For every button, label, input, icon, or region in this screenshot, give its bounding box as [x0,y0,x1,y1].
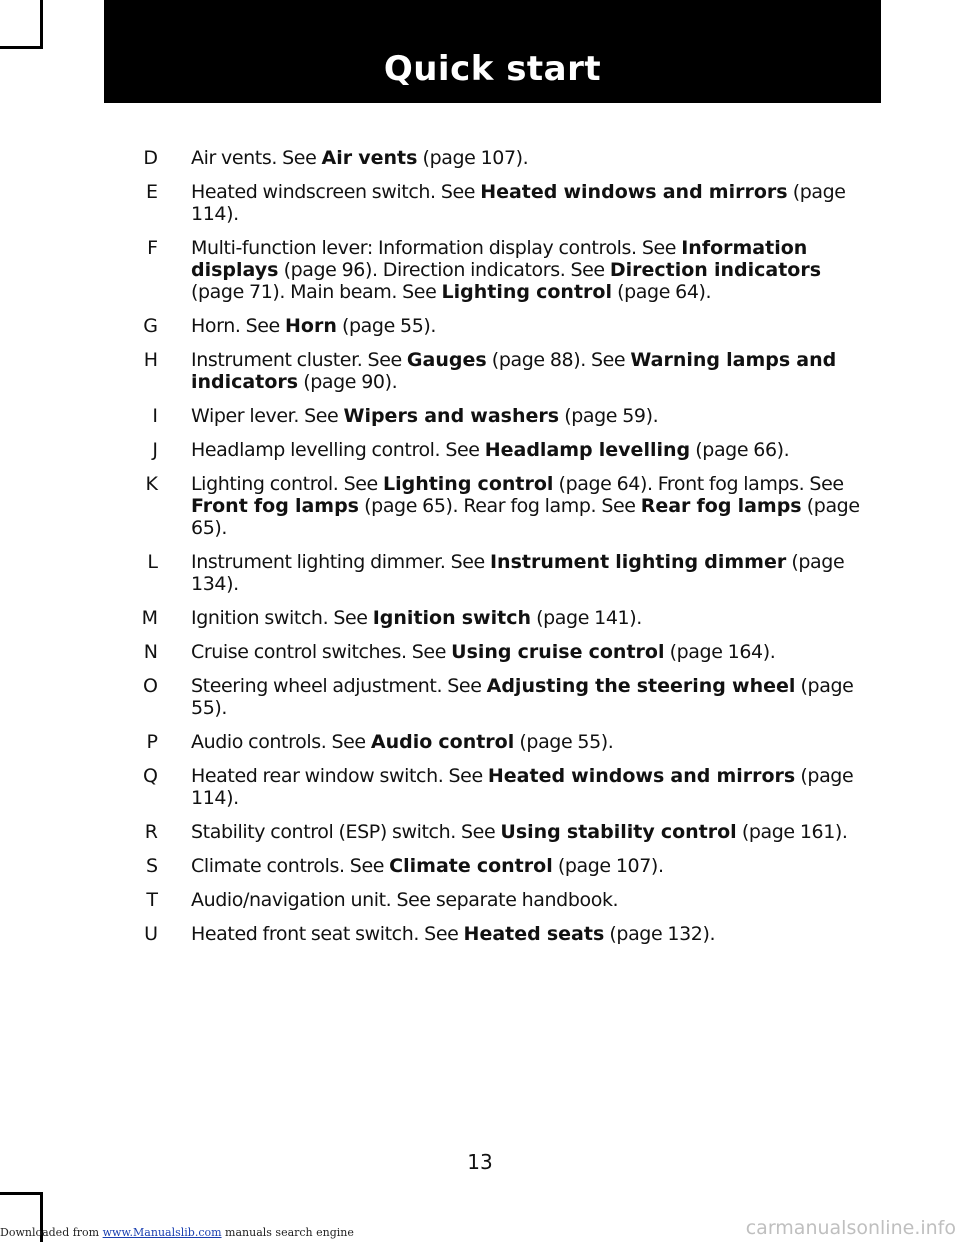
legend-description [191,147,875,169]
description-text: (page 65). [191,495,860,539]
description-text: Lighting control. See [191,473,383,495]
cross-reference: Direction indicators [609,259,822,281]
description-text: (page 107). [552,855,664,877]
description-text: (page 64). [611,281,712,303]
legend-description [191,607,875,629]
legend-entry [130,731,875,753]
legend-entry [130,551,875,595]
legend-description [191,349,875,393]
legend-entry [130,181,875,225]
legend-letter: R [144,821,158,843]
legend-letter: G [143,315,158,337]
description-text: Horn. See [191,315,285,337]
cross-reference: Rear fog lamps [640,495,802,517]
legend-entry [130,405,875,427]
legend-entry [130,675,875,719]
legend-entry [130,855,875,877]
legend-description [191,181,875,225]
legend-entry [130,765,875,809]
legend-letter: J [152,439,158,461]
description-text: (page 134). [191,551,845,595]
page-number: 13 [467,1150,493,1174]
description-text: (page 55). [191,675,854,719]
legend-description [191,889,875,911]
description-text: (page 66). [690,439,790,461]
legend-letter: N [143,641,158,663]
description-text: Cruise control switches. See [191,641,452,663]
legend-description [191,855,875,877]
legend-letter: M [141,607,158,629]
legend-entry [130,473,875,539]
cross-reference: Information displays [191,237,808,281]
legend-description [191,641,875,663]
download-note-tagline: manuals search engine [221,1226,354,1239]
legend-entry [130,349,875,393]
description-text: (page 96). Direction indicators. See [278,259,610,281]
section-title: Quick start [383,49,602,89]
description-text: Audio controls. See [191,731,371,753]
legend-entry [130,315,875,337]
crop-mark [0,1192,43,1195]
description-text: (page 88). See [486,349,631,371]
legend-entry [130,607,875,629]
description-text: Wiper lever. See [191,405,344,427]
description-text: (page 107). [417,147,529,169]
cross-reference: Using cruise control [451,641,665,663]
crop-mark [0,46,43,49]
legend-entry [130,923,875,945]
section-header [104,0,881,103]
legend-letter: F [147,237,158,259]
description-text: Instrument lighting dimmer. See [191,551,490,573]
legend-description [191,731,875,753]
legend-description [191,551,875,595]
legend-description [191,923,875,945]
legend-description [191,237,875,303]
legend-list [130,147,875,957]
description-text: Heated front seat switch. See [191,923,464,945]
cross-reference: Climate control [389,855,553,877]
description-text: (page 90). [298,371,398,393]
cross-reference: Wipers and washers [343,405,560,427]
legend-letter: Q [143,765,158,787]
description-text: Heated windscreen switch. See [191,181,481,203]
description-text: Headlamp levelling control. See [191,439,485,461]
description-text: (page 141). [530,607,642,629]
description-text: Multi-function lever: Information display controls. See [191,237,682,259]
legend-description [191,439,875,461]
crop-mark [40,0,43,46]
legend-description [191,765,875,809]
cross-reference: Adjusting the steering wheel [486,675,796,697]
legend-entry [130,439,875,461]
legend-description [191,473,875,539]
description-text: (page 114). [191,181,846,225]
legend-entry [130,821,875,843]
cross-reference: Lighting control [441,281,612,303]
cross-reference: Gauges [406,349,487,371]
legend-description [191,821,875,843]
description-text: (page 114). [191,765,854,809]
cross-reference: Lighting control [382,473,554,495]
legend-letter: H [143,349,158,371]
description-text: (page 55). [336,315,437,337]
description-text: (page 132). [604,923,716,945]
description-text: (page 59). [559,405,659,427]
cross-reference: Heated windows and mirrors [480,181,788,203]
legend-entry [130,237,875,303]
description-text: Audio/navigation unit. See separate handbook. [191,889,619,911]
description-text: Heated rear window switch. See [191,765,488,787]
legend-letter: T [146,889,158,911]
legend-letter: L [147,551,158,573]
description-text: Steering wheel adjustment. See [191,675,487,697]
legend-entry [130,147,875,169]
legend-letter: U [144,923,158,945]
description-text: (page 65). Rear fog lamp. See [359,495,641,517]
cross-reference: Instrument lighting dimmer [489,551,787,573]
description-text: (page 64). Front fog lamps. See [553,473,844,495]
description-text: Air vents. See [191,147,322,169]
description-text: Climate controls. See [191,855,390,877]
legend-letter: E [145,181,158,203]
cross-reference: Heated seats [463,923,605,945]
cross-reference: Air vents [321,147,418,169]
cross-reference: Ignition switch [372,607,531,629]
cross-reference: Audio control [370,731,515,753]
description-text: (page 55). [514,731,614,753]
download-note [0,1226,354,1239]
description-text: Ignition switch. See [191,607,373,629]
legend-letter: O [143,675,158,697]
legend-letter: P [146,731,158,753]
cross-reference: Horn [285,315,337,337]
legend-letter: I [152,405,158,427]
legend-letter: S [145,855,158,877]
description-text: Instrument cluster. See [191,349,407,371]
description-text: (page 71). Main beam. See [191,281,442,303]
legend-description [191,405,875,427]
legend-letter: K [145,473,158,495]
description-text: (page 164). [664,641,776,663]
description-text: Stability control (ESP) switch. See [191,821,501,843]
cross-reference: Front fog lamps [191,495,359,517]
legend-entry [130,641,875,663]
cross-reference: Headlamp levelling [484,439,691,461]
legend-letter: D [143,147,158,169]
legend-description [191,315,875,337]
description-text: (page 161). [736,821,848,843]
watermark: carmanualsonline.info [745,1217,956,1239]
manualslib-link[interactable]: www.Manualslib.com [102,1226,222,1239]
legend-entry [130,889,875,911]
legend-description [191,675,875,719]
cross-reference: Using stability control [500,821,737,843]
download-note-text: Downloaded from [0,1226,103,1239]
cross-reference: Warning lamps and indicators [191,349,837,393]
cross-reference: Heated windows and mirrors [487,765,796,787]
